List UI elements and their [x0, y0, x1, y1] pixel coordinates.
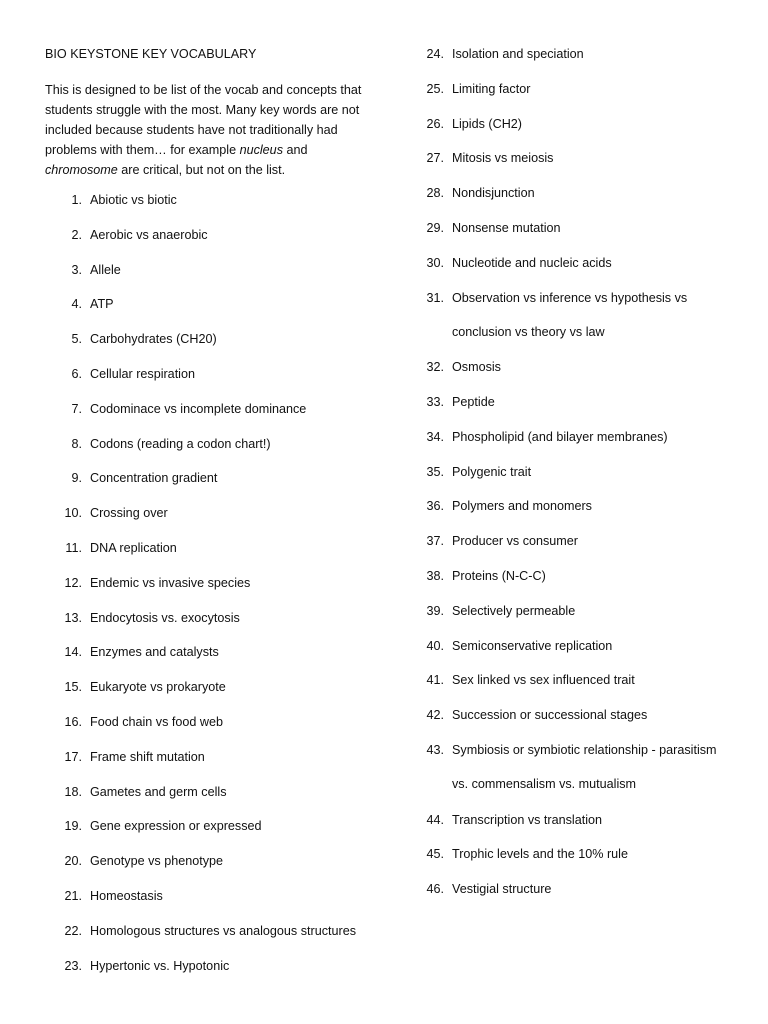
vocab-list-item: [64, 715, 224, 729]
vocab-item-number: 25.: [426, 81, 444, 96]
intro-paragraph: [45, 80, 380, 180]
vocab-item-term: Selectively permeable: [452, 603, 576, 618]
vocab-item-number: 10.: [64, 506, 82, 521]
vocab-item-term: Cellular respiration: [90, 367, 195, 381]
intro-emphasis-nucleus: nucleus: [239, 143, 283, 157]
vocab-item-term: Endocytosis vs. exocytosis: [90, 610, 240, 625]
vocab-list-item: [426, 221, 561, 235]
vocab-item-number: 20.: [64, 854, 82, 869]
vocab-list-item: [426, 186, 535, 201]
vocab-item-number: 18.: [64, 784, 82, 799]
vocab-list-item: [64, 958, 230, 973]
vocab-item-number: 28.: [426, 186, 444, 201]
vocab-item-term: Hypertonic vs. Hypotonic: [90, 958, 230, 973]
vocab-list-item: [426, 812, 603, 827]
vocab-list-item: [71, 193, 177, 207]
document-title: BIO KEYSTONE KEY VOCABULARY: [45, 47, 257, 61]
vocab-item-term: Lipids (CH2): [452, 116, 522, 131]
vocab-item-term: Nondisjunction: [452, 186, 535, 201]
vocab-item-number: 14.: [64, 645, 82, 660]
vocab-list-item: [71, 262, 121, 277]
vocab-list-item: [71, 436, 271, 451]
intro-text-part1: This is designed to be list of the vocab and concepts that students struggle with the most. Many key words are not included because students have not traditionally had problems with them… for example: [45, 83, 362, 157]
vocab-list-item: [71, 227, 208, 242]
vocab-list-item: [426, 116, 522, 131]
vocab-list-item: [64, 784, 227, 799]
vocab-list-item: [426, 395, 495, 409]
vocab-item-term: Codominace vs incomplete dominance: [90, 401, 307, 416]
vocab-item-term: Trophic levels and the 10% rule: [452, 847, 628, 862]
vocab-list-item: [64, 854, 224, 869]
vocab-item-number: 17.: [64, 749, 82, 764]
vocab-list-item: [426, 81, 531, 96]
vocab-item-number: 42.: [426, 708, 444, 723]
vocab-item-number: 46.: [426, 882, 444, 897]
vocab-item-number: 40.: [426, 638, 444, 653]
intro-text-part2: and: [283, 143, 308, 157]
vocab-item-term: Eukaryote vs prokaryote: [90, 680, 226, 695]
vocab-list-item: [426, 847, 628, 862]
vocab-item-term: Aerobic vs anaerobic: [90, 227, 208, 242]
vocab-item-term: Producer vs consumer: [452, 534, 578, 549]
vocab-list-item: [426, 638, 613, 653]
vocab-list-item: [64, 506, 168, 521]
vocab-item-number: 19.: [64, 819, 82, 834]
vocab-list-item: [426, 882, 552, 897]
vocab-item-number: 27.: [426, 151, 444, 166]
vocab-item-number: 7.: [71, 401, 82, 416]
vocab-list-item: [71, 401, 307, 416]
vocab-item-number: 31.: [426, 290, 444, 305]
vocab-item-number: 12.: [64, 575, 82, 590]
vocab-list-item: [64, 889, 163, 903]
vocab-item-number: 9.: [71, 471, 82, 486]
vocab-list-item: [426, 464, 532, 479]
vocab-list-item: [426, 290, 688, 339]
vocab-item-term: Frame shift mutation: [90, 749, 205, 764]
vocab-item-term-continued: vs. commensalism vs. mutualism: [452, 777, 637, 791]
vocab-item-number: 30.: [426, 255, 444, 270]
vocab-item-number: 37.: [426, 534, 444, 549]
vocab-list-item: [426, 255, 612, 270]
vocab-item-term: Enzymes and catalysts: [90, 645, 219, 660]
vocab-item-number: 22.: [64, 923, 82, 938]
vocab-item-term: Homeostasis: [90, 889, 163, 903]
vocab-item-number: 5.: [71, 332, 82, 347]
vocab-item-term: Mitosis vs meiosis: [452, 151, 554, 166]
vocab-item-number: 2.: [71, 227, 82, 242]
vocab-item-term: Genotype vs phenotype: [90, 854, 224, 869]
vocab-list-item: [426, 603, 576, 618]
intro-emphasis-chromosome: chromosome: [45, 163, 118, 177]
vocab-list-item: [426, 569, 546, 583]
vocab-item-number: 8.: [71, 436, 82, 451]
vocab-item-number: 15.: [64, 680, 82, 695]
vocab-item-number: 26.: [426, 116, 444, 131]
vocab-item-term: Nucleotide and nucleic acids: [452, 255, 612, 270]
vocab-list-item: [71, 297, 114, 312]
vocab-item-term: Carbohydrates (CH20): [90, 332, 217, 347]
vocab-item-number: 32.: [426, 360, 444, 375]
vocab-item-term: Food chain vs food web: [90, 715, 224, 729]
vocab-item-number: 29.: [426, 221, 444, 235]
vocab-list-item: [64, 749, 205, 764]
vocab-item-term: Codons (reading a codon chart!): [90, 436, 271, 451]
vocab-item-term: Osmosis: [452, 360, 501, 375]
vocab-item-number: 38.: [426, 569, 444, 583]
vocab-item-number: 6.: [71, 367, 82, 381]
vocab-list-item: [64, 575, 251, 590]
vocab-item-term: Polygenic trait: [452, 464, 532, 479]
vocab-item-number: 39.: [426, 603, 444, 618]
vocab-item-number: 34.: [426, 429, 444, 444]
vocab-item-term-continued: conclusion vs theory vs law: [452, 324, 605, 339]
intro-text: [45, 80, 380, 180]
vocab-item-term: DNA replication: [90, 541, 177, 555]
vocab-list-item: [64, 610, 240, 625]
vocab-item-term: Symbiosis or symbiotic relationship - parasitism: [452, 743, 717, 757]
vocab-item-term: Vestigial structure: [452, 882, 552, 897]
vocab-item-term: Semiconservative replication: [452, 638, 613, 653]
vocab-item-number: 13.: [64, 610, 82, 625]
vocab-item-number: 23.: [64, 958, 82, 973]
vocab-list-item: [64, 645, 219, 660]
vocab-item-term: Phospholipid (and bilayer membranes): [452, 429, 668, 444]
vocab-item-term: Proteins (N-C-C): [452, 569, 546, 583]
vocab-item-term: Crossing over: [90, 506, 168, 521]
vocab-list-item: [426, 47, 584, 61]
vocab-list-item: [64, 680, 226, 695]
vocab-item-term: Gametes and germ cells: [90, 784, 227, 799]
vocab-item-number: 4.: [71, 297, 82, 312]
vocab-item-number: 43.: [426, 743, 444, 757]
vocab-item-term: Succession or successional stages: [452, 708, 648, 723]
vocab-item-term: Polymers and monomers: [452, 499, 592, 514]
vocab-item-term: Sex linked vs sex influenced trait: [452, 673, 635, 688]
vocab-item-term: Allele: [90, 262, 121, 277]
vocab-item-term: Abiotic vs biotic: [90, 193, 177, 207]
vocab-item-number: 36.: [426, 499, 444, 514]
vocab-item-number: 1.: [71, 193, 82, 207]
vocab-item-number: 45.: [426, 847, 444, 862]
vocab-item-term: Concentration gradient: [90, 471, 218, 486]
vocab-list-item: [71, 332, 217, 347]
vocab-list-item: [426, 673, 635, 688]
vocab-item-number: 24.: [426, 47, 444, 61]
vocab-item-number: 33.: [426, 395, 444, 409]
vocab-item-term: ATP: [90, 297, 114, 312]
vocab-list-item: [426, 429, 668, 444]
vocab-item-term: Isolation and speciation: [452, 47, 584, 61]
vocab-list-item: [64, 819, 262, 834]
vocab-item-term: Limiting factor: [452, 81, 531, 96]
vocab-item-term: Endemic vs invasive species: [90, 575, 251, 590]
vocab-item-term: Observation vs inference vs hypothesis vs: [452, 290, 688, 305]
vocab-list-item: [71, 471, 218, 486]
vocab-list-item: [426, 708, 648, 723]
vocab-list-item: [426, 743, 717, 791]
vocab-list-item: [64, 923, 356, 938]
vocab-list-item: [71, 367, 195, 381]
vocab-list-item: [426, 534, 578, 549]
vocab-item-term: Transcription vs translation: [452, 812, 603, 827]
vocab-item-number: 3.: [71, 262, 82, 277]
vocab-item-number: 11.: [65, 541, 82, 555]
vocab-item-number: 21.: [64, 889, 82, 903]
vocab-item-term: Peptide: [452, 395, 495, 409]
vocab-item-term: Gene expression or expressed: [90, 819, 262, 834]
vocab-item-number: 41.: [426, 673, 444, 688]
vocab-item-term: Nonsense mutation: [452, 221, 561, 235]
vocab-list-item: [65, 541, 177, 555]
vocab-item-number: 35.: [426, 464, 444, 479]
vocab-list-item: [426, 499, 592, 514]
vocab-item-term: Homologous structures vs analogous structures: [90, 923, 356, 938]
intro-text-part3: are critical, but not on the list.: [117, 163, 286, 177]
vocab-list-item: [426, 360, 501, 375]
vocab-item-number: 44.: [426, 812, 444, 827]
vocab-item-number: 16.: [64, 715, 82, 729]
vocab-list-item: [426, 151, 554, 166]
